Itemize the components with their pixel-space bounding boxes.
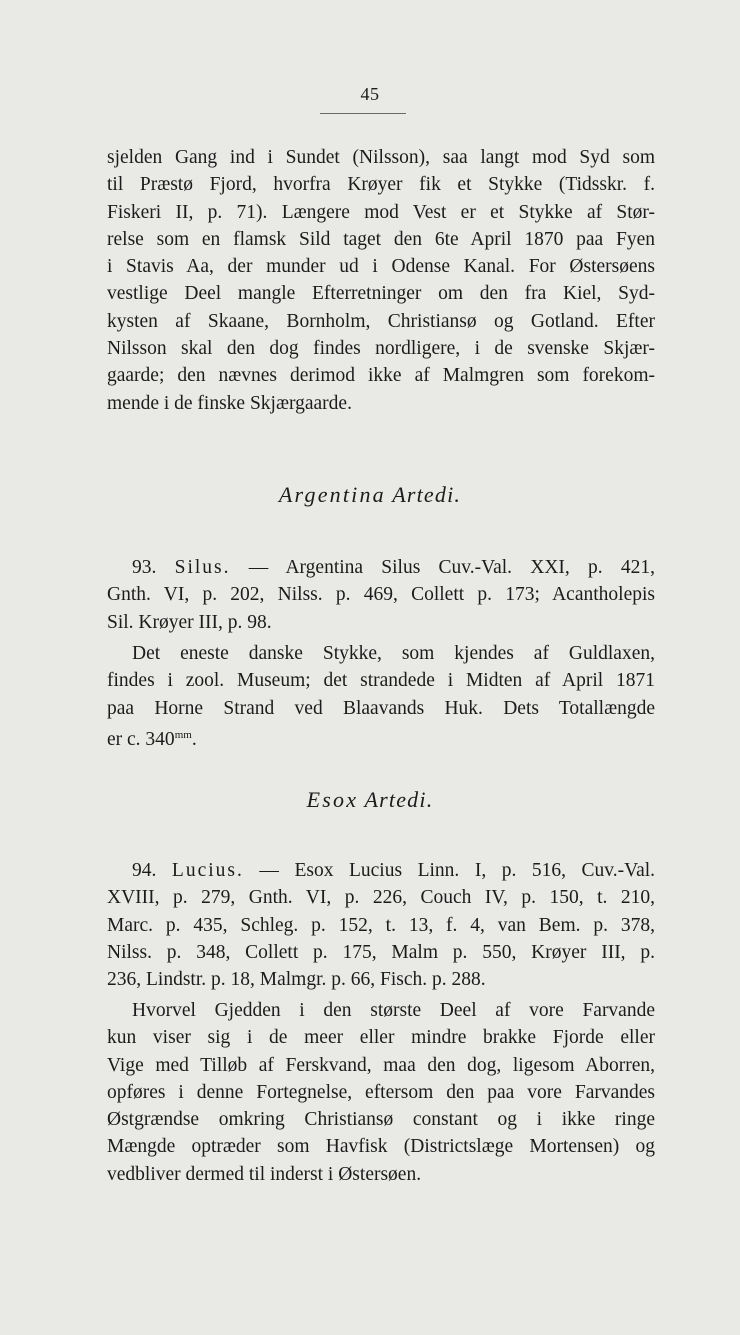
text-line: XVIII, p. 279, Gnth. VI, p. 226, Couch IV, p. 150, t. 210, (107, 887, 655, 909)
esox-description (107, 997, 655, 1188)
text-line: sjelden Gang ind i Sundet (Nilsson), saa langt mod Syd som (107, 147, 655, 168)
text-line: kysten af Skaane, Bornholm, Christiansø og Gotland. Efter (107, 310, 655, 332)
heading-genus: Esox (306, 787, 359, 812)
entry-species: Silus. (174, 557, 231, 578)
species-entry-94 (107, 857, 655, 993)
text-line: Nilss. p. 348, Collett p. 175, Malm p. 550, Krøyer III, p. (107, 941, 655, 963)
text-line: Hvorvel Gjedden i den største Deel af vore Farvande (132, 1000, 655, 1021)
text-line: 236, Lindstr. p. 18, Malmgr. p. 66, Fisch. p. 288. (107, 969, 486, 991)
entry-number: 93. (132, 557, 157, 578)
text-line: opføres i denne Fortegnelse, eftersom den paa vore Farvandes (107, 1081, 655, 1103)
species-entry-93 (107, 554, 655, 636)
section-heading-esox (0, 787, 740, 813)
text-line: Mængde optræder som Havfisk (Districtslæge Mortensen) og (107, 1136, 655, 1158)
unit-superscript: mm (174, 728, 192, 741)
text-line: vedbliver dermed til inderst i Østersøen. (107, 1163, 422, 1185)
heading-author: Artedi. (392, 482, 462, 507)
text-line: Sil. Krøyer III, p. 98. (107, 611, 272, 633)
text-line: Nilsson skal den dog findes nordligere, i de svenske Skjær- (107, 338, 655, 360)
entry-first-line (107, 554, 655, 581)
text-line: i Stavis Aa, der munder ud i Odense Kanal. For Østersøens (107, 256, 655, 278)
text-line: relse som en flamsk Sild taget den 6te April 1870 paa Fyen (107, 228, 655, 250)
page-number: 45 (360, 84, 380, 104)
argentina-description (107, 640, 655, 753)
page-number-rule (320, 113, 406, 114)
entry-species: Lucius. (171, 860, 244, 881)
intro-paragraph (107, 144, 655, 417)
text-line: Fiskeri II, p. 71). Længere mod Vest er et Stykke af Stør- (107, 201, 655, 223)
text-line: mende i de finske Skjærgaarde. (107, 392, 352, 414)
text-line: Gnth. VI, p. 202, Nilss. p. 469, Collett p. 173; Acantholepis (107, 584, 655, 606)
text-line: Vige med Tilløb af Ferskvand, maa den dog, ligesom Aborren, (107, 1054, 655, 1076)
text-line: Marc. p. 435, Schleg. p. 152, t. 13, f. 4, van Bem. p. 378, (107, 914, 655, 936)
entry-number: 94. (132, 860, 157, 881)
text-line: kun viser sig i de meer eller mindre brakke Fjorde eller (107, 1027, 655, 1049)
entry-first-line (107, 857, 655, 884)
text-line: Østgrændse omkring Christiansø constant og i ikke ringe (107, 1109, 655, 1131)
heading-genus: Argentina (278, 482, 386, 507)
text-line: findes i zool. Museum; det strandede i Midten af April 1871 (107, 670, 655, 692)
text-line: vestlige Deel mangle Efterretninger om den fra Kiel, Syd- (107, 283, 655, 305)
section-heading-argentina (0, 482, 740, 508)
text-line: gaarde; den nævnes derimod ikke af Malmgren som forekom- (107, 365, 655, 387)
entry-synonymy: — Argentina Silus Cuv.-Val. XXI, p. 421, (248, 557, 656, 578)
text-line: Det eneste danske Stykke, som kjendes af Guldlaxen, (132, 643, 655, 664)
heading-author: Artedi. (364, 787, 434, 812)
text-line: til Præstø Fjord, hvorfra Krøyer fik et Stykke (Tidsskr. f. (107, 174, 655, 196)
text-line: paa Horne Strand ved Blaavands Huk. Dets Totallængde (107, 697, 655, 719)
text-line: er c. $340^{mm}$. (107, 728, 197, 750)
entry-synonymy: — Esox Lucius Linn. I, p. 516, Cuv.-Val. (259, 860, 656, 881)
